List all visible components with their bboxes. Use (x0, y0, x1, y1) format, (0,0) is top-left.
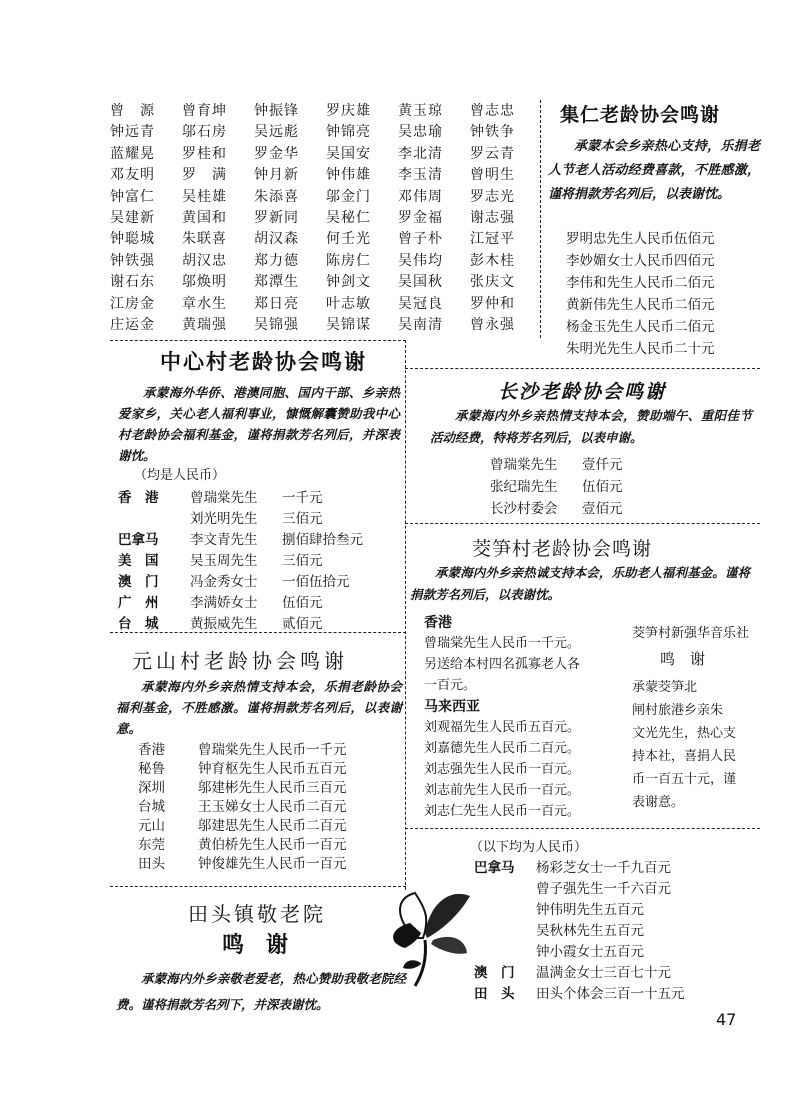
donor-name: 李北清 (398, 145, 443, 162)
jiaosun-text: 承蒙海内外乡亲热诚支持本会，乐助老人福利基金。谨将捐款芳名列后，以表谢忱。 (410, 565, 750, 602)
donor-place: 澳 门 (474, 965, 515, 981)
donor-name: 彭木桂 (470, 252, 515, 269)
donor-name: 邬焕明 (182, 274, 227, 291)
donor-name: 胡汉森 (254, 231, 299, 248)
extra-donor-row (474, 940, 644, 960)
donor-name: 朱联喜 (182, 231, 227, 248)
donor-place: 澳 门 (118, 574, 159, 590)
donor-detail: 田头个体会三百一十五元 (536, 986, 685, 1002)
donor-name: 罗金华 (254, 145, 299, 162)
donor-detail: 黄伯桥先生人民币一百元 (198, 837, 347, 853)
zhongxin-donor-row (118, 507, 323, 527)
jiaosun-hk-label: 香港 (424, 615, 452, 631)
donor-place: 香港 (138, 742, 165, 758)
side-text: 表谢意。 (632, 795, 685, 810)
donor-name: 章水生 (182, 295, 227, 312)
jiren-donor-row (566, 293, 715, 313)
donor-text: 刘志强先生人民币一百元。 (424, 762, 581, 777)
changsha-title: 长沙老龄协会鸣谢 (498, 381, 667, 403)
donor-name: 庄运金 (110, 316, 155, 333)
donor-name: 张庆文 (470, 274, 515, 291)
yuanshan-donor-row (138, 738, 347, 758)
donor-name: 谢石东 (110, 274, 155, 291)
donor-name: 罗庆雄 (326, 103, 371, 119)
donor-name: 吴锦谋 (326, 316, 371, 333)
jiaosun-side-thanks: 鸣 谢 (660, 650, 706, 668)
donor-name: 钟月新 (254, 167, 299, 184)
donor-name: 朱添喜 (254, 188, 299, 205)
donor-place: 深圳 (138, 780, 165, 796)
jiaosun-my-line (424, 737, 580, 756)
donor-amount: 三佰元 (282, 511, 323, 527)
donor-name: 李满娇女士 (190, 595, 258, 611)
donor-text: 刘观福先生人民币五百元。 (424, 720, 581, 735)
donor-amount: 三佰元 (282, 553, 323, 569)
donor-name: 曾 源 (110, 103, 155, 119)
donor-detail: 邬建思先生人民币二百元 (198, 818, 347, 834)
donor-name: 邬石房 (182, 124, 227, 141)
donor-name: 吴桂雄 (182, 188, 227, 205)
donor-name: 蓝耀晃 (110, 145, 155, 162)
jiaosun-side-title: 茭笋村新强华音乐社 (632, 626, 750, 641)
donor-name: 吴国秋 (398, 274, 443, 291)
extra-donor-row (474, 982, 685, 1002)
donor-name: 吴远彪 (254, 124, 299, 141)
donor-name: 李文青先生 (190, 532, 258, 548)
jinglaoyuan-text: 承蒙海内外乡亲敬老爱老，热心赞助我敬老院经费。谨将捐款芳名列下，并深表谢忱。 (116, 971, 406, 1012)
donor-name: 吴国安 (326, 145, 371, 162)
side-text: 承蒙茭笋北 (632, 680, 698, 695)
extra-donor-row (474, 919, 644, 939)
jiaosun-title: 茭笋村老龄协会鸣谢 (472, 538, 653, 560)
zhongxin-title: 中心村老龄协会鸣谢 (160, 349, 367, 374)
donor-amount: 壹仟元 (582, 457, 623, 473)
changsha-text: 承蒙海内外乡亲热情支持本会，赞助端午、重阳佳节活动经费，特将芳名列后，以表申谢。 (430, 408, 752, 445)
donor-name: 钟远青 (110, 124, 155, 141)
donor-name: 罗新同 (254, 209, 299, 226)
divider-changsha-top (405, 368, 760, 369)
donor-name: 黄振威先生 (190, 616, 258, 632)
donor-text: 刘志前先生人民币一百元。 (424, 783, 581, 798)
donor-name: 吴冠良 (398, 295, 443, 312)
extra-donor-row (474, 961, 671, 981)
donor-name: 刘光明先生 (190, 511, 258, 527)
donor-name: 吴伟均 (398, 252, 443, 269)
donor-name: 曾永强 (470, 316, 515, 333)
jiaosun-my-label: 马来西亚 (424, 699, 480, 715)
zhongxin-donor-row (118, 528, 363, 548)
donor-name: 江冠平 (470, 231, 515, 248)
donor-name: 李玉清 (398, 167, 443, 184)
donor-text: 另送给本村四名孤寡老人各 (424, 657, 581, 672)
zhongxin-donor-row (118, 570, 350, 590)
donor-detail: 钟育枢先生人民币五百元 (198, 761, 347, 777)
donor-detail: 王玉娣女士人民币二百元 (198, 799, 347, 815)
donor-name: 钟铁争 (470, 124, 515, 141)
donor-detail: 吴秋林先生五百元 (536, 923, 644, 939)
donor-text: 黄新伟先生人民币二佰元 (566, 297, 715, 313)
jiren-title: 集仁老龄协会鸣谢 (560, 104, 721, 126)
yuanshan-title: 元山村老龄协会鸣谢 (132, 649, 348, 673)
donor-name: 黄国和 (182, 209, 227, 226)
donor-name: 罗 满 (182, 167, 227, 184)
donor-name: 钟剑文 (326, 274, 371, 291)
donor-name: 吴玉周先生 (190, 553, 258, 569)
donor-text: 曾瑞棠先生人民币一千元。 (424, 636, 581, 651)
jiren-donor-row (566, 271, 715, 291)
divider-zhongxin-top (110, 340, 406, 341)
donor-name: 钟伟雄 (326, 167, 371, 184)
jiren-donor-row (566, 337, 715, 357)
donor-name: 罗仲和 (470, 295, 515, 312)
donor-name: 江房金 (110, 295, 155, 312)
donor-place: 田头 (138, 856, 165, 872)
donor-name: 罗桂和 (182, 145, 227, 162)
side-text: 币一百五十元，谨 (632, 772, 737, 787)
donor-name-grid (110, 100, 542, 336)
donor-name: 钟振锋 (254, 103, 299, 119)
donor-name: 邓友明 (110, 167, 155, 184)
jiaosun-my-line (424, 758, 580, 777)
donor-place: 广 州 (118, 595, 159, 611)
flower-illustration (385, 878, 475, 988)
extra-currency-note: （以下均为人民币） (470, 840, 588, 855)
zhongxin-text: 承蒙海外华侨、港澳同胞、国内干部、乡亲热爱家乡，关心老人福利事业，慷慨解囊赞助我中心村老龄协会福利基金，谨将捐款芳名列后，并深表谢忱。 (118, 385, 400, 463)
jiren-donor-row (566, 315, 715, 335)
zhongxin-currency-note: （均是人民币） (134, 468, 226, 483)
donor-name: 钟聪城 (110, 231, 155, 248)
jinglaoyuan-title: 田头镇敬老院 (188, 902, 326, 926)
changsha-donor-row (490, 475, 623, 495)
jiaosun-side-line (632, 722, 736, 741)
donor-detail: 温满金女士三百七十元 (536, 965, 671, 981)
donor-name: 罗金福 (398, 209, 443, 226)
donor-name: 郑力德 (254, 252, 299, 269)
donor-place: 东莞 (138, 837, 165, 853)
donor-place: 台城 (138, 799, 165, 815)
extra-donor-row (474, 877, 671, 897)
yuanshan-donor-row (138, 795, 347, 815)
donor-place: 台 城 (118, 616, 159, 632)
donor-amount: 伍佰元 (282, 595, 323, 611)
donor-place: 田 头 (474, 986, 515, 1002)
donor-name: 吴南清 (398, 316, 443, 333)
divider-vertical-mid (405, 340, 406, 890)
divider-extra-top (405, 828, 760, 829)
jinglaoyuan-subtitle: 鸣 谢 (222, 932, 289, 958)
donor-detail: 钟伟明先生五百元 (536, 902, 644, 918)
jiaosun-hk-line (424, 674, 476, 693)
zhongxin-donor-row (118, 612, 323, 632)
donor-detail: 邬建彬先生人民币三百元 (198, 780, 347, 796)
jiaosun-hk-line (424, 653, 580, 672)
jiaosun-side-line (632, 676, 697, 695)
side-text: 持本社，喜捐人民 (632, 749, 737, 764)
donor-text: 罗明忠先生人民币伍佰元 (566, 231, 715, 247)
donor-name: 黄瑞强 (182, 316, 227, 333)
donor-name: 钟锦亮 (326, 124, 371, 141)
donor-name: 张纪瑞先生 (490, 479, 558, 495)
donor-name: 曾志忠 (470, 103, 515, 119)
donor-name: 胡汉忠 (182, 252, 227, 269)
jiaosun-my-line (424, 779, 580, 798)
extra-donor-row (474, 856, 671, 876)
donor-name: 曾子朴 (398, 231, 443, 248)
donor-detail: 曾瑞棠先生人民币一千元 (198, 742, 347, 758)
yuanshan-donor-row (138, 757, 347, 777)
donor-name: 谢志强 (470, 209, 515, 226)
jiaosun-side-line (632, 745, 736, 764)
jiaosun-my-line (424, 800, 580, 819)
donor-name: 罗志光 (470, 188, 515, 205)
donor-amount: 伍佰元 (582, 479, 623, 495)
divider-vertical-top (540, 100, 541, 338)
donor-text: 刘嘉德先生人民币二百元。 (424, 741, 581, 756)
donor-name: 吴建新 (110, 209, 155, 226)
donor-name: 陈房仁 (326, 252, 371, 269)
zhongxin-donor-row (118, 486, 323, 506)
donor-place: 元山 (138, 818, 165, 834)
donor-detail: 钟小霞女士五百元 (536, 944, 644, 960)
donor-detail: 钟俊雄先生人民币一百元 (198, 856, 347, 872)
donor-name: 吴忠瑜 (398, 124, 443, 141)
donor-text: 一百元。 (424, 678, 477, 693)
donor-name: 何壬光 (326, 231, 371, 248)
donor-name: 吴锦强 (254, 316, 299, 333)
yuanshan-donor-row (138, 776, 347, 796)
yuanshan-donor-row (138, 833, 347, 853)
donor-place: 秘鲁 (138, 761, 165, 777)
zhongxin-donor-row (118, 591, 323, 611)
divider-yuanshan-top (110, 632, 406, 633)
donor-name: 曾瑞棠先生 (190, 490, 258, 506)
donor-name: 冯金秀女士 (190, 574, 258, 590)
donor-amount: 捌佰肆拾叁元 (282, 532, 363, 548)
divider-jiaosun-top (405, 523, 760, 524)
donor-name: 曾育坤 (182, 103, 227, 119)
donor-text: 朱明光先生人民币二十元 (566, 341, 715, 357)
donor-name: 郑潭生 (254, 274, 299, 291)
donor-amount: 壹佰元 (582, 501, 623, 517)
donor-text: 李伟和先生人民币二佰元 (566, 275, 715, 291)
zhongxin-donor-row (118, 549, 323, 569)
divider-jinglaoyuan-top (110, 886, 406, 887)
donor-detail: 杨彩芝女士一千九百元 (536, 860, 671, 876)
donor-name: 钟富仁 (110, 188, 155, 205)
donor-detail: 曾子强先生一千六百元 (536, 881, 671, 897)
jiaosun-my-line (424, 716, 580, 735)
donor-name: 钟铁强 (110, 252, 155, 269)
donor-name: 邬金门 (326, 188, 371, 205)
donor-name: 邓伟周 (398, 188, 443, 205)
donor-name: 曾明生 (470, 167, 515, 184)
side-text: 文光先生，热心支 (632, 726, 737, 741)
donor-name: 黄玉琼 (398, 103, 443, 119)
jiren-text: 承蒙本会乡亲热心支持，乐捐老人节老人活动经费喜款，不胜感激，谨将捐款芳名列后，以表谢忱。 (548, 139, 760, 202)
page-number: 47 (716, 1010, 737, 1029)
donor-place: 巴拿马 (474, 860, 515, 876)
extra-donor-row (474, 898, 644, 918)
jiren-donor-row (566, 249, 715, 269)
donor-text: 杨金玉先生人民币二佰元 (566, 319, 715, 335)
donor-text: 李妙媚女士人民币四佰元 (566, 253, 715, 269)
yuanshan-donor-row (138, 852, 347, 872)
jiaosun-hk-line (424, 632, 580, 651)
donor-amount: 贰佰元 (282, 616, 323, 632)
changsha-donor-row (490, 497, 623, 517)
donor-name: 吴秘仁 (326, 209, 371, 226)
donor-text: 刘志仁先生人民币一百元。 (424, 804, 581, 819)
donor-place: 美 国 (118, 553, 159, 569)
yuanshan-text: 承蒙海内外乡亲热情支持本会，乐捐老龄协会福利基金，不胜感激。谨将捐款芳名列后，以表谢意。 (116, 679, 402, 736)
side-text: 闸村旅港乡亲朱 (632, 703, 724, 718)
jiaosun-side-line (632, 791, 684, 810)
donor-name: 罗云青 (470, 145, 515, 162)
donor-place: 香 港 (118, 490, 159, 506)
jiaosun-side-line (632, 768, 736, 787)
yuanshan-donor-row (138, 814, 347, 834)
donor-name: 郑日亮 (254, 295, 299, 312)
donor-name: 叶志敏 (326, 295, 371, 312)
donor-name: 曾瑞棠先生 (490, 457, 558, 473)
donor-amount: 一千元 (282, 490, 323, 506)
changsha-donor-row (490, 453, 623, 473)
jiaosun-side-line (632, 699, 723, 718)
donor-place: 巴拿马 (118, 532, 159, 548)
donor-name: 长沙村委会 (490, 501, 558, 517)
donor-amount: 一佰伍拾元 (282, 574, 350, 590)
jiren-donor-row (566, 227, 715, 247)
